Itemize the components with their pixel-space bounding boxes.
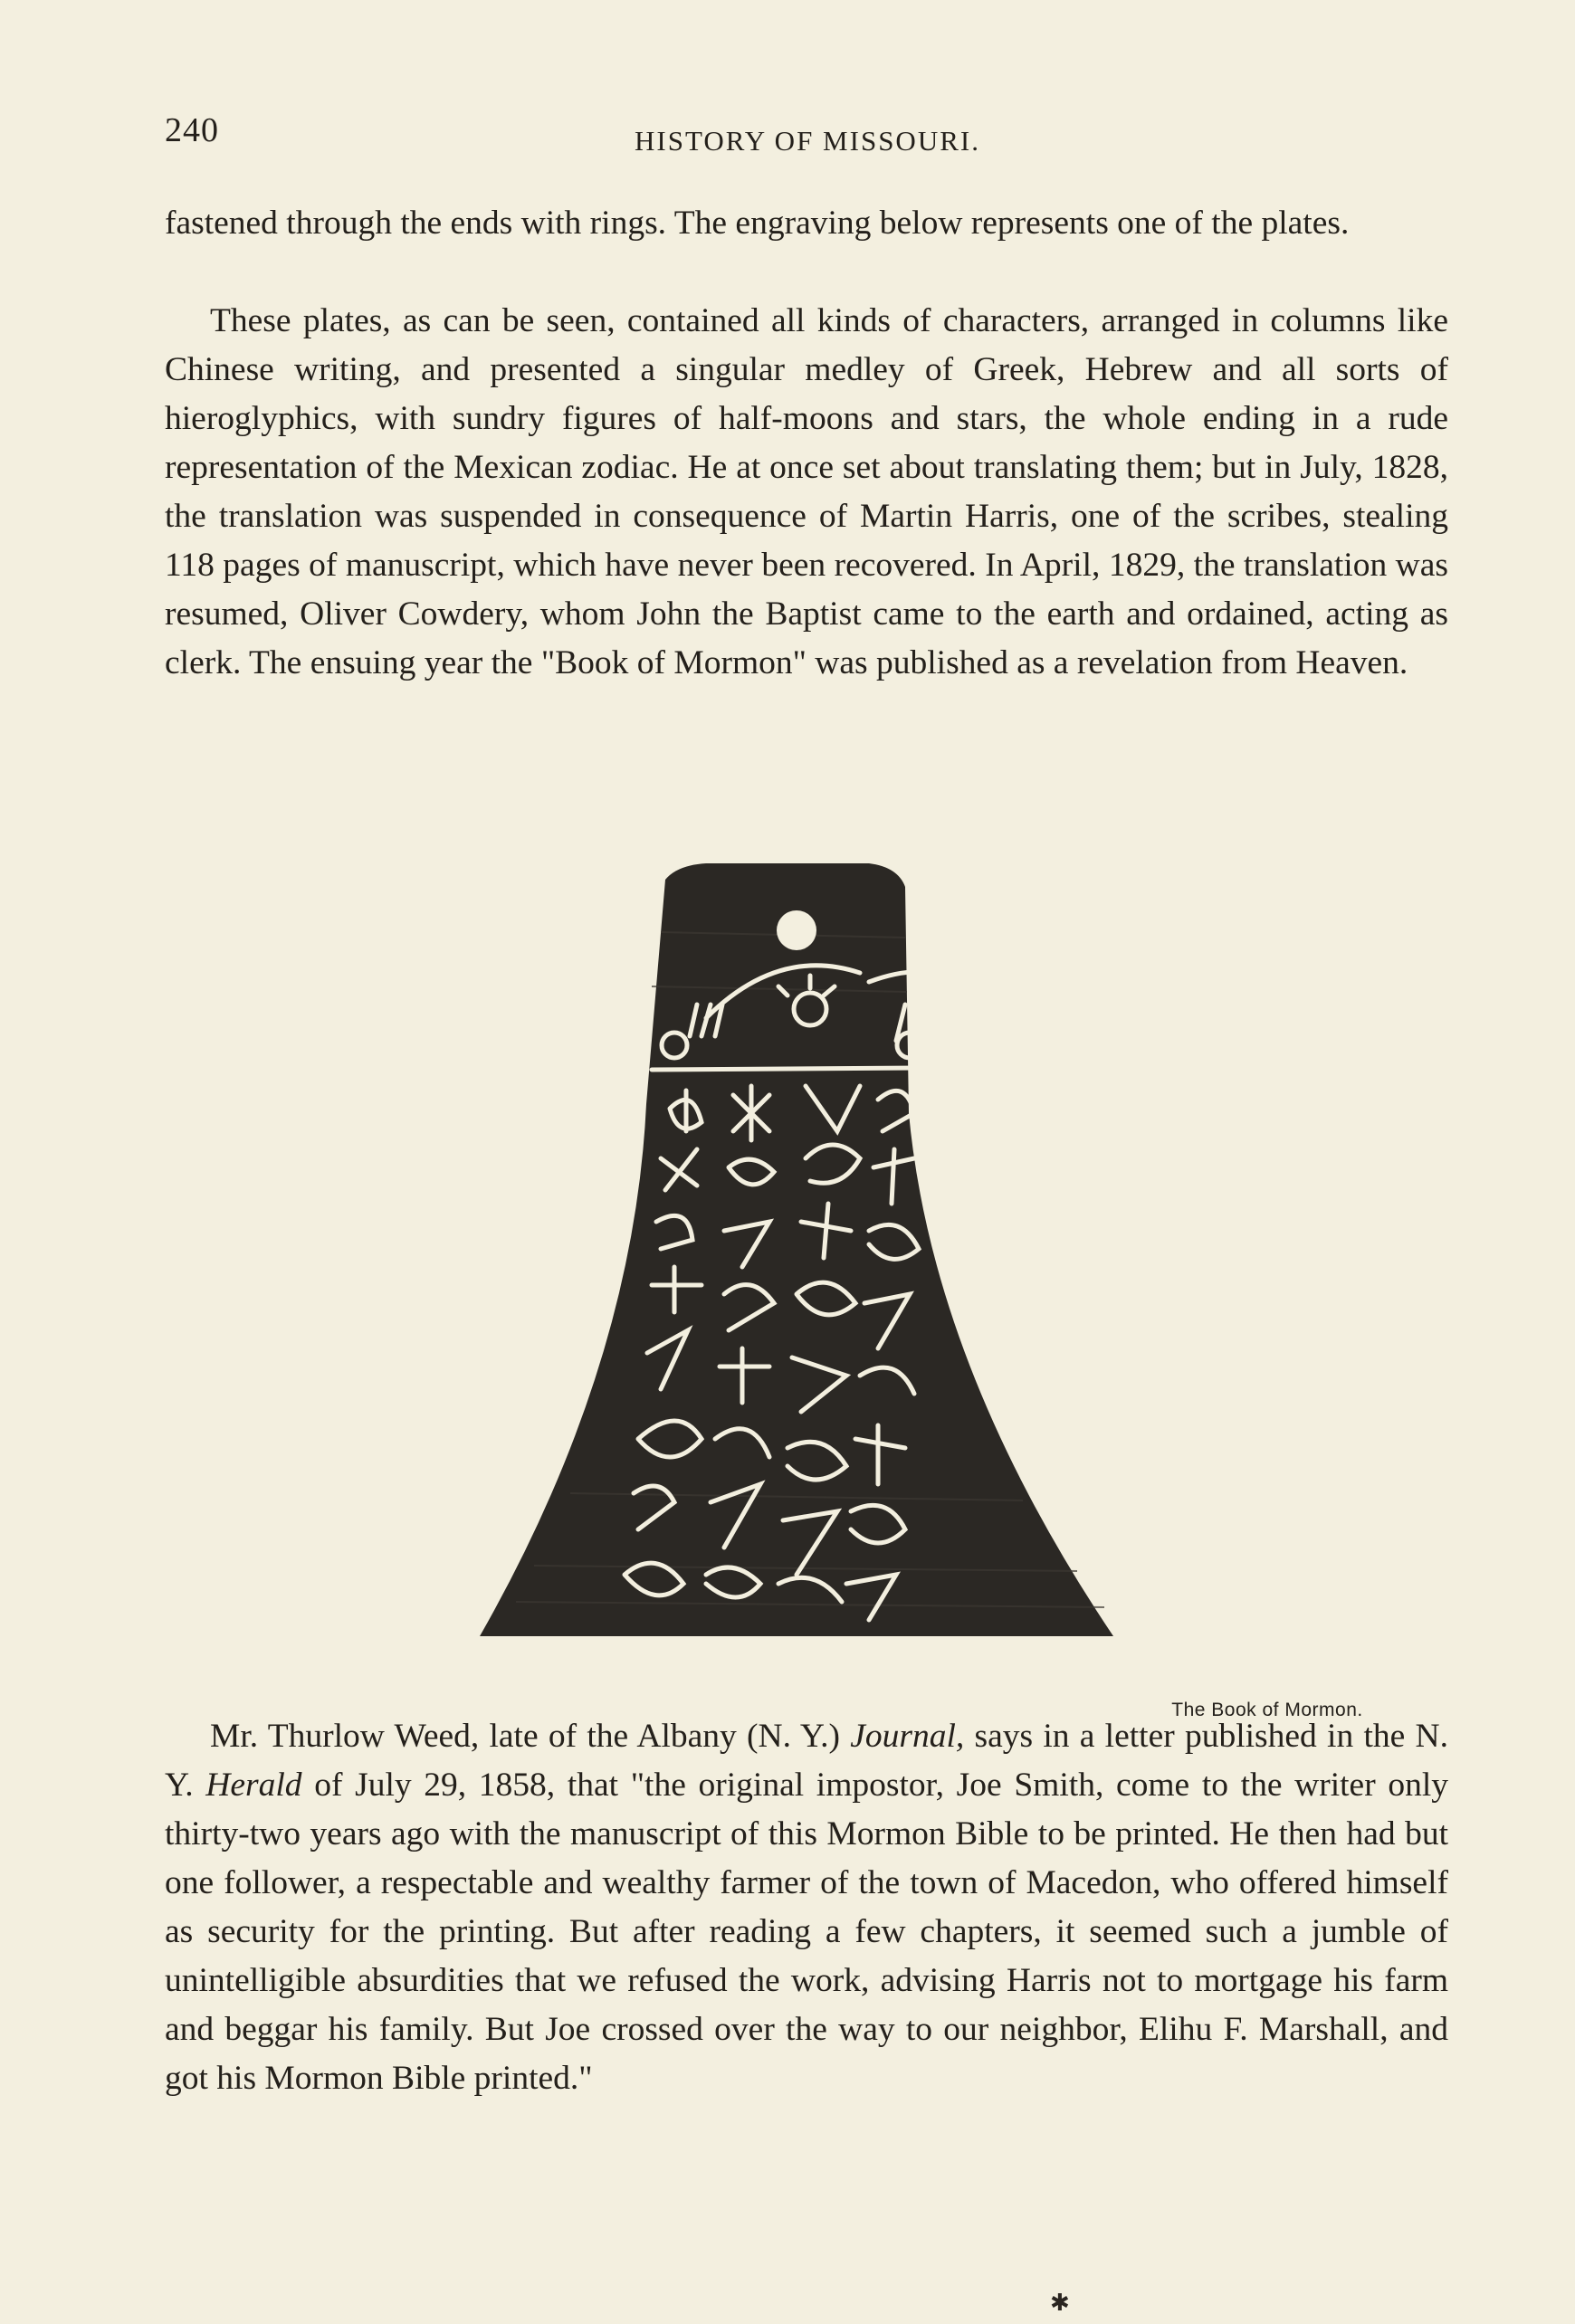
running-head: HISTORY OF MISSOURI. [635, 125, 980, 157]
paragraph-2: These plates, as can be seen, contained all kinds of characters, arranged in columns like Chinese writing, and presented a singular medley of Greek, Hebrew and all sorts of hieroglyphics, with sundry figures of half-moons and stars, the whole ending in a rude representation of the Mexican zodiac. He at once set about translating them; but in July, 1828, the translation was suspended in consequence of Martin Harris, one of the scribes, stealing 118 pages of manuscript, which have never been recovered. In April, 1829, the translation was resumed, Oliver Cowdery, whom John the Baptist came to the earth and ordained, acting as clerk. The ensuing year the "Book of Mormon" was published as a revelation from Heaven. [165, 302, 1448, 681]
paragraph-3-part-c: of July 29, 1858, that "the original impostor, Joe Smith, come to the writer only thirty-two years ago with the manuscript of this Mormon Bible to be printed. He then had but one follower, a respectable and wealthy farmer of the town of Macedon, who offered himself as security for the printing. But after reading a few chapters, it seemed such a jumble of unintelligible absurdities that we refused the work, advising Harris not to mortgage his farm and beggar his family. But Joe crossed over the way to our neighbor, Elihu F. Marshall, and got his Mormon Bible printed." [165, 1767, 1449, 2097]
paragraph-1: fastened through the ends with rings. The engraving below represents one of the plates. [165, 205, 1350, 242]
plate-hole [777, 910, 816, 950]
engraved-plate-figure [480, 860, 1363, 1720]
page-header [165, 110, 1450, 165]
engraved-plate-illustration [480, 860, 1131, 1647]
paragraph-3-part-a: Mr. Thurlow Weed, late of the Albany (N. Y.) [210, 1718, 851, 1755]
page-number: 240 [165, 111, 219, 149]
herald-title: Herald [205, 1767, 302, 1804]
paragraph-3-part-b: says in a letter published in the N. Y. [165, 1718, 1448, 1804]
journal-title: Journal, [850, 1718, 965, 1755]
paragraph-3 [165, 1712, 1448, 2103]
ornament-icon: ✱ [1050, 2290, 1070, 2316]
figure-caption: The Book of Mormon. [1171, 1700, 1363, 1720]
